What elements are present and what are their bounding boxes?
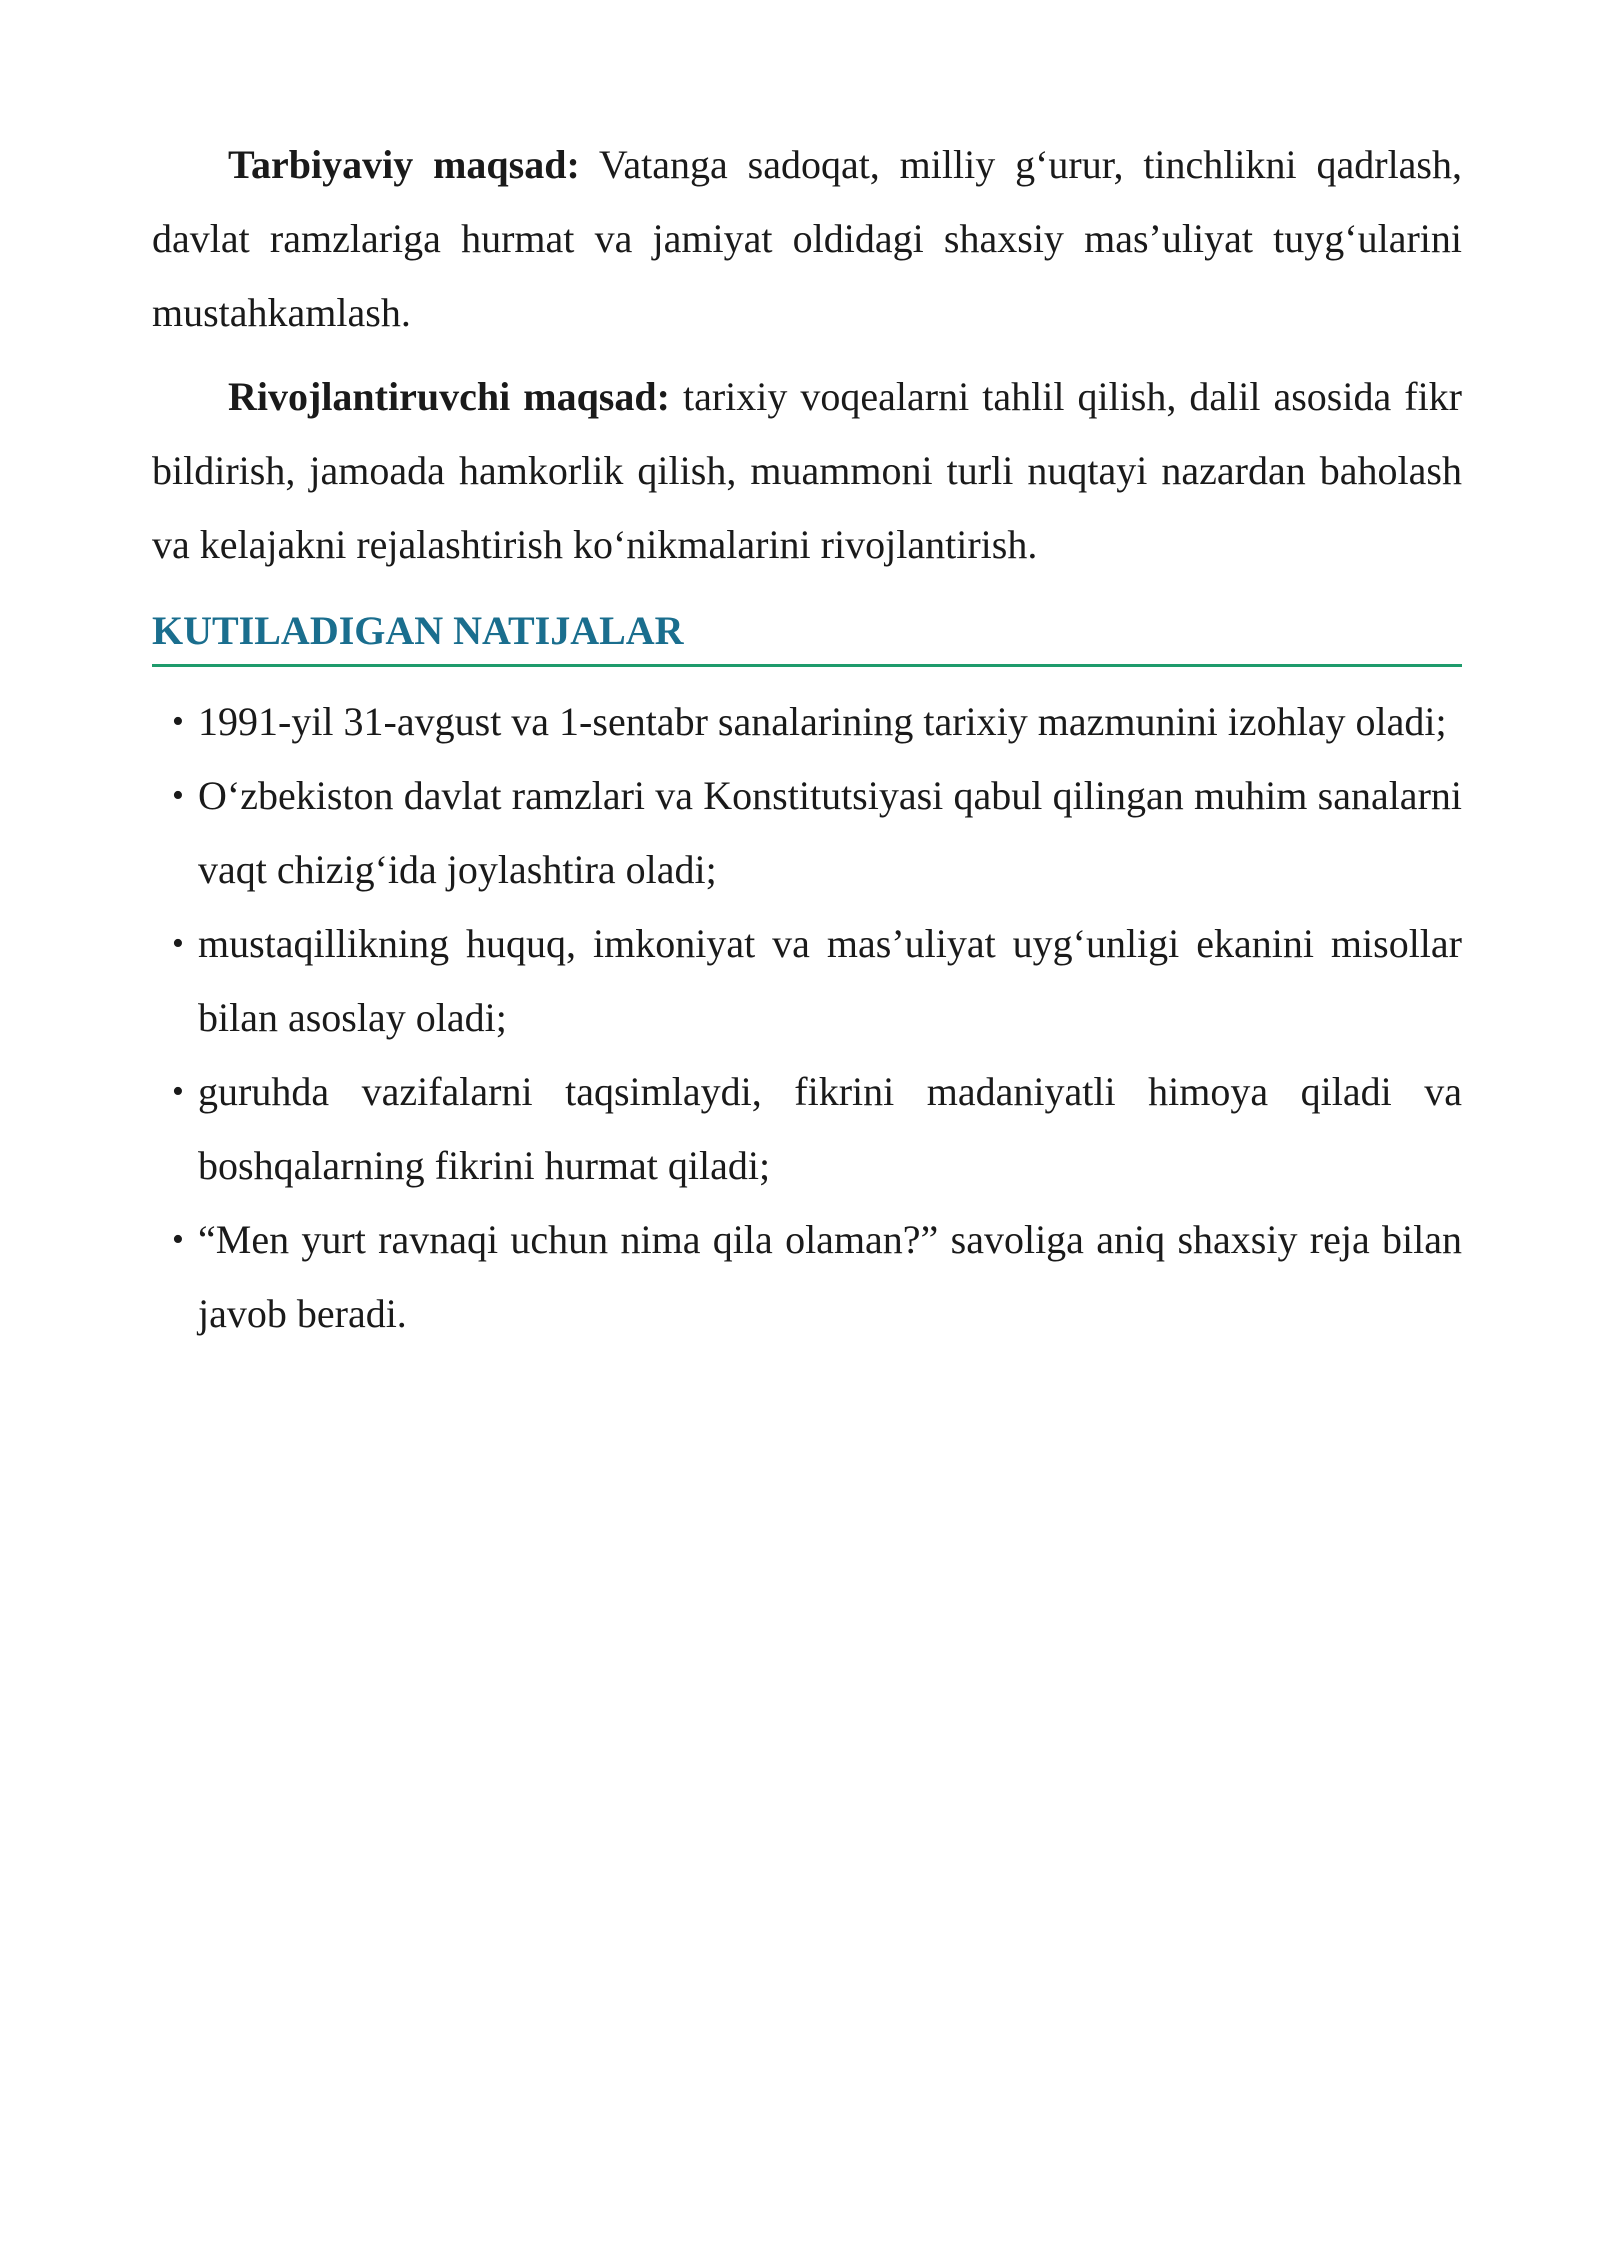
educational-goal-text: Vatanga sadoqat, milliy g‘urur, tinchlikni qadrlash, davlat ramzlariga hurmat va jamiyat oldidagi shaxsiy mas’uliyat tuyg‘ularini mustahkamlash. [152, 142, 1462, 335]
list-item-text: O‘zbekiston davlat ramzlari va Konstitutsiyasi qabul qilingan muhim sanalarni vaqt chizig‘ida joylashtira oladi; [198, 773, 1462, 892]
list-item-text: mustaqillikning huquq, imkoniyat va mas’uliyat uyg‘unligi ekanini misollar bilan asoslay oladi; [198, 921, 1462, 1040]
list-item [152, 685, 1462, 759]
bullet-icon: • [172, 1073, 184, 1110]
bullet-icon: • [172, 703, 184, 740]
developmental-goal-label: Rivojlantiruvchi maqsad: [228, 374, 670, 419]
developmental-goal-text: tarixiy voqealarni tahlil qilish, dalil asosida fikr bildirish, jamoada hamkorlik qilish, muammoni turli nuqtayi nazardan baholash va kelajakni rejalashtirish ko‘nikmalarini rivojlantirish. [152, 374, 1462, 567]
list-item [152, 759, 1462, 907]
list-item-text: guruhda vazifalarni taqsimlaydi, fikrini madaniyatli himoya qiladi va boshqalarning fikrini hurmat qiladi; [198, 1069, 1462, 1188]
bullet-icon: • [172, 777, 184, 814]
expected-results-list [152, 685, 1462, 1351]
educational-goal-paragraph [152, 128, 1462, 350]
expected-results-heading: KUTILADIGAN NATIJALAR [152, 604, 1462, 667]
developmental-goal-paragraph [152, 360, 1462, 582]
list-item [152, 1055, 1462, 1203]
list-item-text: “Men yurt ravnaqi uchun nima qila olaman?” savoliga aniq shaxsiy reja bilan javob beradi. [198, 1217, 1462, 1336]
list-item-text: 1991-yil 31-avgust va 1-sentabr sanalarining tarixiy mazmunini izohlay oladi; [198, 699, 1447, 744]
bullet-icon: • [172, 1221, 184, 1258]
list-item [152, 907, 1462, 1055]
list-item [152, 1203, 1462, 1351]
educational-goal-label: Tarbiyaviy maqsad: [228, 142, 580, 187]
bullet-icon: • [172, 925, 184, 962]
document-page [152, 128, 1462, 1351]
